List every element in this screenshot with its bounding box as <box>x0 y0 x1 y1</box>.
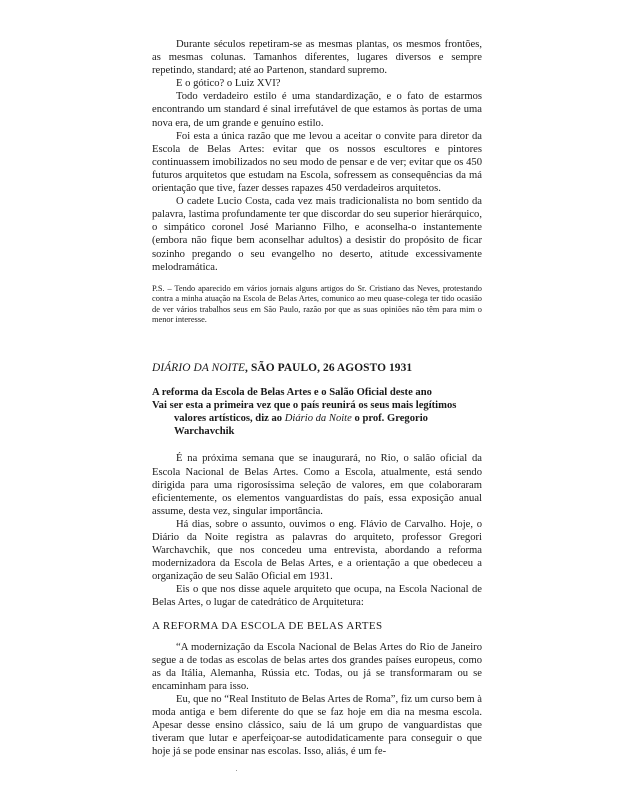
headline-line: Vai ser esta a primeira vez que o país reunirá os seus mais legítimos <box>152 400 457 412</box>
paragraph: E o gótico? o Luiz XVI? <box>176 78 281 90</box>
section-date: , SÃO PAULO, 26 AGOSTO 1931 <box>245 362 413 375</box>
postscript <box>152 284 482 326</box>
paragraph: “A modernização da Escola Nacional de Belas Artes do Rio de Janeiro segue a de todas as escolas de belas artes dos grandes países europeus, como as da Itália, Alemanha, Rússia etc. Todas, ou já se transformaram ou se encaminham para isso. <box>152 641 482 692</box>
paragraph: Foi esta a única razão que me levou a aceitar o convite para diretor da Escola de Belas Artes: evitar que os nossos escultores e pintores continuassem imobilizados no seu modo de pensar e de ver; evitar que os 450 futuros arquitetos que estudam na Escola, sofressem as consequências da má orientação que tive, fazer desses rapazes 450 verdadeiros arquitetos. <box>152 130 482 195</box>
paragraph: É na próxima semana que se inaugurará, no Rio, o salão oficial da Escola Nacional de Belas Artes. Como a Escola, atualmente, está sendo dirigida para uma rigorosíssima seleção de valores, em que colaboraram eficientemente, os elementos vanguardistas do país, essa exposição anual assume, desta vez, singular importância. <box>152 453 482 517</box>
text-column <box>152 38 482 758</box>
headline-line: A reforma da Escola de Belas Artes e o Salão Oficial deste ano <box>152 387 432 399</box>
paragraph: O cadete Lucio Costa, cada vez mais tradicionalista no bom sentido da palavra, lastima profundamente ter que discordar do seu superior hierárquico, o simpático coronel José Marianno Filho, e aconselha-o instantemente (embora não fique bem aconselhar adultos) a desistir do propósito de ficar sozinho pregando o seu evangelho no deserto, atitude excessivamente melodramática. <box>152 196 482 273</box>
section-title <box>152 362 482 374</box>
subheading: A REFORMA DA ESCOLA DE BELAS ARTES <box>152 619 383 632</box>
intro-section <box>152 38 482 274</box>
paragraph: Eu, que no “Real Instituto de Belas Artes de Roma”, fiz um curso bem à moda antiga e bem diferente do que se faz hoje em dia na mesma escola. Apesar desse ensino clássico, saiu de lá um grupo de vanguardistas que tiveram que lutar e aperfeiçoar-se autodidaticamente para conseguir o que hoje já se pode ensinar nas escolas. Isso, aliás, é um fe- <box>152 693 482 758</box>
page-speck <box>236 770 237 771</box>
paragraph: Todo verdadeiro estilo é uma standardização, e o fato de estarmos encontrando um standard é sinal irrefutável de que estamos às portas de uma nova era, de um grande e genuíno estilo. <box>152 91 482 129</box>
paragraph: Há dias, sobre o assunto, ouvimos o eng. Flávio de Carvalho. Hoje, o Diário da Noite registra as palavras do arquiteto, professor Gregori Warchavchik, que nos concedeu uma entrevista, abordando a reforma modernizadora da Escola de Belas Artes, e a orientação a que obedeceu a organização de seu Salão Oficial em 1931. <box>152 518 482 583</box>
paragraph: Eis o que nos disse aquele arquiteto que ocupa, na Escola Nacional de Belas Artes, o lugar de catedrático de Arquitetura: <box>152 584 482 609</box>
closing-section <box>152 641 482 759</box>
paragraph: Durante séculos repetiram-se as mesmas plantas, os mesmos frontões, as mesmas colunas. Tamanhos diferentes, lugares diversos e sempre repetindo, standard; até ao Partenon, standard supremo. <box>152 39 482 77</box>
newspaper-name: DIÁRIO DA NOITE <box>152 362 246 375</box>
article-headline <box>152 386 482 438</box>
article-section <box>152 452 482 609</box>
postscript-text: P.S. – Tendo aparecido em vários jornais alguns artigos do Sr. Cristiano das Neves, protestando contra a minha atuação na Escola de Belas Artes, comunico ao meu quase-colega ter tido ocasião de ver vários trabalhos seus em São Paulo, razão por que as suas opiniões não têm para mim o menor interesse. <box>152 283 482 325</box>
headline-line: valores artísticos, diz ao Diário da Noite o prof. Gregorio Warchavchik <box>174 413 428 438</box>
